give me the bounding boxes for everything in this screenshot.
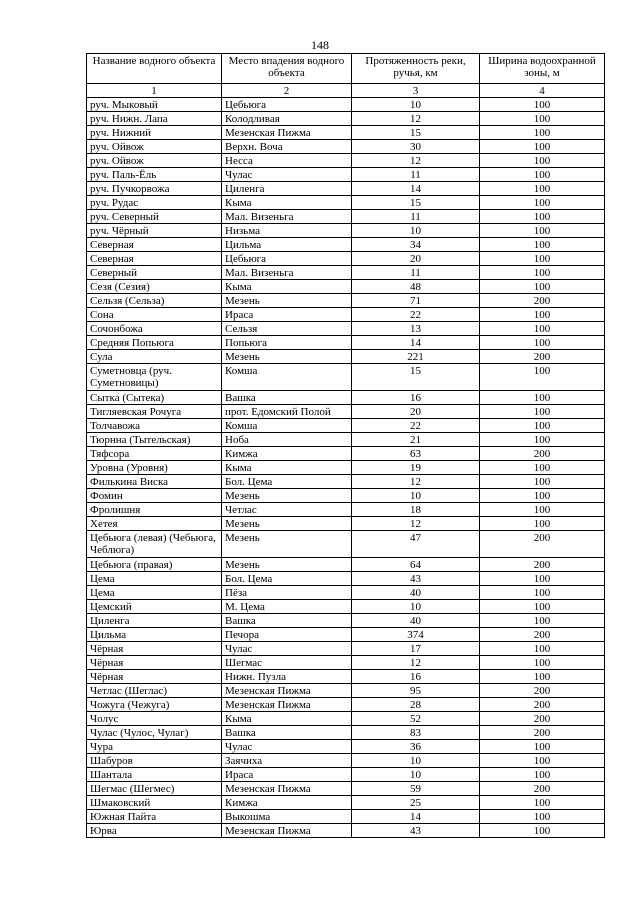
table-row — [87, 140, 605, 154]
cell-mouth-location: Мезень — [222, 350, 352, 364]
cell-water-body-name: Чожуга (Чежуга) — [87, 698, 222, 712]
water-bodies-table — [86, 53, 605, 838]
cell-length-km: 20 — [352, 405, 480, 419]
table-row — [87, 419, 605, 433]
cell-zone-width-m: 200 — [480, 350, 605, 364]
cell-water-body-name: Сезя (Сезия) — [87, 280, 222, 294]
cell-water-body-name: Хетея — [87, 517, 222, 531]
table-row — [87, 628, 605, 642]
cell-length-km: 28 — [352, 698, 480, 712]
cell-zone-width-m: 200 — [480, 726, 605, 740]
cell-mouth-location: Бол. Цема — [222, 475, 352, 489]
cell-water-body-name: Циленга — [87, 614, 222, 628]
table-row — [87, 684, 605, 698]
cell-length-km: 21 — [352, 433, 480, 447]
cell-length-km: 18 — [352, 503, 480, 517]
cell-water-body-name: Чёрная — [87, 670, 222, 684]
cell-zone-width-m: 100 — [480, 810, 605, 824]
cell-water-body-name: руч. Северный — [87, 210, 222, 224]
table-row — [87, 168, 605, 182]
cell-zone-width-m: 200 — [480, 447, 605, 461]
cell-length-km: 36 — [352, 740, 480, 754]
cell-mouth-location: Комша — [222, 419, 352, 433]
table-row — [87, 656, 605, 670]
table-header-row — [87, 54, 605, 84]
cell-water-body-name: Юрва — [87, 824, 222, 838]
cell-mouth-location: Пёза — [222, 586, 352, 600]
cell-zone-width-m: 100 — [480, 503, 605, 517]
cell-zone-width-m: 100 — [480, 154, 605, 168]
cell-length-km: 11 — [352, 210, 480, 224]
cell-zone-width-m: 100 — [480, 391, 605, 405]
cell-mouth-location: Бол. Цема — [222, 572, 352, 586]
cell-water-body-name: Тигляевская Рочуга — [87, 405, 222, 419]
table-body — [87, 98, 605, 838]
cell-length-km: 71 — [352, 294, 480, 308]
cell-length-km: 15 — [352, 126, 480, 140]
table-row — [87, 572, 605, 586]
table-row — [87, 670, 605, 684]
cell-mouth-location: Мал. Визеньга — [222, 266, 352, 280]
cell-length-km: 10 — [352, 600, 480, 614]
cell-water-body-name: руч. Мыковый — [87, 98, 222, 112]
cell-zone-width-m: 100 — [480, 252, 605, 266]
cell-water-body-name: Северный — [87, 266, 222, 280]
cell-mouth-location: Комша — [222, 364, 352, 391]
cell-mouth-location: Мал. Визеньга — [222, 210, 352, 224]
table-row — [87, 154, 605, 168]
cell-water-body-name: руч. Нижний — [87, 126, 222, 140]
cell-water-body-name: Сельзя (Сельза) — [87, 294, 222, 308]
cell-water-body-name: Северная — [87, 238, 222, 252]
cell-zone-width-m: 200 — [480, 684, 605, 698]
table-row — [87, 698, 605, 712]
table-row — [87, 740, 605, 754]
cell-zone-width-m: 100 — [480, 210, 605, 224]
cell-zone-width-m: 100 — [480, 600, 605, 614]
cell-mouth-location: Четлас — [222, 503, 352, 517]
table-row — [87, 558, 605, 572]
cell-water-body-name: Цема — [87, 586, 222, 600]
cell-water-body-name: руч. Пучкорвожа — [87, 182, 222, 196]
cell-length-km: 19 — [352, 461, 480, 475]
cell-water-body-name: Шегмас (Шегмес) — [87, 782, 222, 796]
cell-water-body-name: Северная — [87, 252, 222, 266]
cell-length-km: 13 — [352, 322, 480, 336]
cell-water-body-name: Фомин — [87, 489, 222, 503]
cell-zone-width-m: 100 — [480, 238, 605, 252]
cell-zone-width-m: 100 — [480, 224, 605, 238]
table-row — [87, 224, 605, 238]
cell-water-body-name: руч. Ойвож — [87, 140, 222, 154]
cell-mouth-location: Цебьюга — [222, 98, 352, 112]
header-name: Название водного объекта — [87, 54, 222, 84]
cell-mouth-location: Цебьюга — [222, 252, 352, 266]
cell-zone-width-m: 100 — [480, 670, 605, 684]
cell-zone-width-m: 100 — [480, 517, 605, 531]
cell-mouth-location: Низьма — [222, 224, 352, 238]
table-row — [87, 391, 605, 405]
table-row — [87, 503, 605, 517]
table-row — [87, 210, 605, 224]
cell-length-km: 14 — [352, 182, 480, 196]
cell-mouth-location: Заячиха — [222, 754, 352, 768]
table-row — [87, 308, 605, 322]
cell-mouth-location: Мезень — [222, 294, 352, 308]
cell-mouth-location: Кыма — [222, 712, 352, 726]
cell-water-body-name: Чолус — [87, 712, 222, 726]
cell-zone-width-m: 100 — [480, 280, 605, 294]
cell-zone-width-m: 100 — [480, 266, 605, 280]
cell-mouth-location: Мезенская Пижма — [222, 698, 352, 712]
cell-mouth-location: Вашка — [222, 614, 352, 628]
cell-mouth-location: Печора — [222, 628, 352, 642]
cell-length-km: 63 — [352, 447, 480, 461]
table-row — [87, 252, 605, 266]
table-row — [87, 712, 605, 726]
cell-zone-width-m: 100 — [480, 140, 605, 154]
header-zone-width: Ширина водоохранной зоны, м — [480, 54, 605, 84]
cell-zone-width-m: 100 — [480, 754, 605, 768]
cell-zone-width-m: 100 — [480, 168, 605, 182]
cell-length-km: 12 — [352, 517, 480, 531]
cell-zone-width-m: 100 — [480, 126, 605, 140]
cell-zone-width-m: 100 — [480, 336, 605, 350]
table-row — [87, 238, 605, 252]
cell-zone-width-m: 100 — [480, 433, 605, 447]
cell-length-km: 15 — [352, 364, 480, 391]
cell-water-body-name: Толчавожа — [87, 419, 222, 433]
cell-water-body-name: Чулас (Чулос, Чулаг) — [87, 726, 222, 740]
cell-length-km: 221 — [352, 350, 480, 364]
table-row — [87, 796, 605, 810]
cell-length-km: 12 — [352, 475, 480, 489]
cell-mouth-location: Мезень — [222, 531, 352, 558]
table-row — [87, 768, 605, 782]
cell-length-km: 12 — [352, 112, 480, 126]
cell-length-km: 48 — [352, 280, 480, 294]
table-row — [87, 294, 605, 308]
cell-zone-width-m: 100 — [480, 740, 605, 754]
cell-mouth-location: Циленга — [222, 182, 352, 196]
cell-length-km: 16 — [352, 670, 480, 684]
cell-length-km: 52 — [352, 712, 480, 726]
cell-length-km: 47 — [352, 531, 480, 558]
table-row — [87, 350, 605, 364]
cell-zone-width-m: 200 — [480, 782, 605, 796]
column-number: 3 — [352, 84, 480, 98]
cell-water-body-name: Средняя Попьюга — [87, 336, 222, 350]
table-row — [87, 112, 605, 126]
cell-length-km: 40 — [352, 586, 480, 600]
cell-water-body-name: Шмаковский — [87, 796, 222, 810]
cell-length-km: 25 — [352, 796, 480, 810]
table-row — [87, 364, 605, 391]
table-row — [87, 600, 605, 614]
cell-water-body-name: Фролишня — [87, 503, 222, 517]
cell-length-km: 64 — [352, 558, 480, 572]
table-row — [87, 531, 605, 558]
table-row — [87, 782, 605, 796]
cell-water-body-name: Филькина Виска — [87, 475, 222, 489]
cell-mouth-location: Мезень — [222, 517, 352, 531]
column-number: 1 — [87, 84, 222, 98]
cell-zone-width-m: 200 — [480, 698, 605, 712]
cell-zone-width-m: 100 — [480, 489, 605, 503]
cell-mouth-location: Кимжа — [222, 447, 352, 461]
cell-length-km: 10 — [352, 224, 480, 238]
table-row — [87, 642, 605, 656]
cell-zone-width-m: 100 — [480, 308, 605, 322]
table-row — [87, 461, 605, 475]
table-row — [87, 126, 605, 140]
cell-mouth-location: прот. Едомский Полой — [222, 405, 352, 419]
cell-zone-width-m: 200 — [480, 558, 605, 572]
page-number: 148 — [311, 38, 329, 52]
cell-length-km: 43 — [352, 824, 480, 838]
cell-length-km: 83 — [352, 726, 480, 740]
cell-zone-width-m: 100 — [480, 405, 605, 419]
cell-mouth-location: Шегмас — [222, 656, 352, 670]
cell-water-body-name: Южная Пайта — [87, 810, 222, 824]
cell-length-km: 22 — [352, 308, 480, 322]
cell-mouth-location: Кыма — [222, 280, 352, 294]
cell-zone-width-m: 100 — [480, 796, 605, 810]
cell-mouth-location: Ноба — [222, 433, 352, 447]
cell-length-km: 22 — [352, 419, 480, 433]
cell-mouth-location: Сельзя — [222, 322, 352, 336]
cell-mouth-location: Мезенская Пижма — [222, 824, 352, 838]
cell-water-body-name: Четлас (Шеглас) — [87, 684, 222, 698]
cell-zone-width-m: 100 — [480, 614, 605, 628]
cell-length-km: 14 — [352, 336, 480, 350]
cell-length-km: 43 — [352, 572, 480, 586]
table-row — [87, 810, 605, 824]
table-row — [87, 824, 605, 838]
table-row — [87, 517, 605, 531]
cell-mouth-location: Чулас — [222, 168, 352, 182]
cell-length-km: 12 — [352, 154, 480, 168]
cell-mouth-location: Мезенская Пижма — [222, 782, 352, 796]
cell-length-km: 17 — [352, 642, 480, 656]
cell-length-km: 20 — [352, 252, 480, 266]
cell-zone-width-m: 100 — [480, 656, 605, 670]
cell-zone-width-m: 100 — [480, 768, 605, 782]
cell-mouth-location: М. Цема — [222, 600, 352, 614]
cell-mouth-location: Попьюга — [222, 336, 352, 350]
cell-mouth-location: Колодливая — [222, 112, 352, 126]
cell-length-km: 374 — [352, 628, 480, 642]
cell-zone-width-m: 100 — [480, 642, 605, 656]
cell-zone-width-m: 100 — [480, 824, 605, 838]
table-row — [87, 489, 605, 503]
table-row — [87, 614, 605, 628]
cell-water-body-name: Шантала — [87, 768, 222, 782]
cell-water-body-name: Уровна (Уровня) — [87, 461, 222, 475]
cell-mouth-location: Вашка — [222, 726, 352, 740]
cell-zone-width-m: 200 — [480, 628, 605, 642]
cell-zone-width-m: 100 — [480, 572, 605, 586]
cell-water-body-name: Сочонбожа — [87, 322, 222, 336]
cell-mouth-location: Мезенская Пижма — [222, 684, 352, 698]
table-row — [87, 405, 605, 419]
cell-length-km: 10 — [352, 489, 480, 503]
cell-water-body-name: руч. Паль-Ёль — [87, 168, 222, 182]
cell-water-body-name: руч. Нижн. Лапа — [87, 112, 222, 126]
cell-zone-width-m: 100 — [480, 475, 605, 489]
cell-water-body-name: Чёрная — [87, 656, 222, 670]
table-row — [87, 322, 605, 336]
cell-mouth-location: Мезенская Пижма — [222, 126, 352, 140]
table-row — [87, 336, 605, 350]
cell-mouth-location: Несса — [222, 154, 352, 168]
cell-mouth-location: Нижн. Пузла — [222, 670, 352, 684]
cell-mouth-location: Кимжа — [222, 796, 352, 810]
cell-length-km: 10 — [352, 754, 480, 768]
cell-water-body-name: руч. Чёрный — [87, 224, 222, 238]
column-number: 2 — [222, 84, 352, 98]
cell-water-body-name: Цебьюга (правая) — [87, 558, 222, 572]
cell-length-km: 34 — [352, 238, 480, 252]
cell-water-body-name: Цебьюга (левая) (Чебьюга, Чеблюга) — [87, 531, 222, 558]
table-row — [87, 447, 605, 461]
cell-water-body-name: руч. Ойвож — [87, 154, 222, 168]
cell-length-km: 10 — [352, 768, 480, 782]
cell-zone-width-m: 100 — [480, 364, 605, 391]
cell-mouth-location: Вашка — [222, 391, 352, 405]
cell-length-km: 40 — [352, 614, 480, 628]
cell-length-km: 59 — [352, 782, 480, 796]
header-length: Протяженность реки, ручья, км — [352, 54, 480, 84]
cell-water-body-name: Суметновца (руч. Суметновицы) — [87, 364, 222, 391]
cell-water-body-name: Тяфсора — [87, 447, 222, 461]
cell-water-body-name: Чёрная — [87, 642, 222, 656]
cell-zone-width-m: 100 — [480, 461, 605, 475]
table-row — [87, 280, 605, 294]
cell-mouth-location: Мезень — [222, 558, 352, 572]
cell-length-km: 11 — [352, 168, 480, 182]
cell-water-body-name: Цема — [87, 572, 222, 586]
cell-zone-width-m: 200 — [480, 531, 605, 558]
cell-mouth-location: Мезень — [222, 489, 352, 503]
cell-water-body-name: Цильма — [87, 628, 222, 642]
column-number: 4 — [480, 84, 605, 98]
cell-mouth-location: Верхн. Воча — [222, 140, 352, 154]
header-mouth: Место впадения водного объекта — [222, 54, 352, 84]
cell-zone-width-m: 100 — [480, 322, 605, 336]
cell-mouth-location: Кыма — [222, 196, 352, 210]
cell-zone-width-m: 100 — [480, 112, 605, 126]
table-row — [87, 196, 605, 210]
cell-mouth-location: Ираса — [222, 768, 352, 782]
table-row — [87, 98, 605, 112]
cell-length-km: 30 — [352, 140, 480, 154]
cell-mouth-location: Цильма — [222, 238, 352, 252]
cell-zone-width-m: 100 — [480, 586, 605, 600]
cell-mouth-location: Кыма — [222, 461, 352, 475]
table-row — [87, 266, 605, 280]
table-row — [87, 182, 605, 196]
cell-mouth-location: Чулас — [222, 740, 352, 754]
cell-zone-width-m: 100 — [480, 196, 605, 210]
cell-length-km: 16 — [352, 391, 480, 405]
cell-zone-width-m: 100 — [480, 98, 605, 112]
cell-length-km: 12 — [352, 656, 480, 670]
table-row — [87, 754, 605, 768]
cell-water-body-name: Сытка (Сытека) — [87, 391, 222, 405]
cell-water-body-name: руч. Рудас — [87, 196, 222, 210]
cell-water-body-name: Сона — [87, 308, 222, 322]
cell-mouth-location: Чулас — [222, 642, 352, 656]
cell-zone-width-m: 100 — [480, 419, 605, 433]
cell-zone-width-m: 200 — [480, 294, 605, 308]
cell-zone-width-m: 100 — [480, 182, 605, 196]
cell-water-body-name: Тюрнна (Тытельская) — [87, 433, 222, 447]
cell-water-body-name: Чура — [87, 740, 222, 754]
cell-length-km: 11 — [352, 266, 480, 280]
table-row — [87, 726, 605, 740]
cell-length-km: 14 — [352, 810, 480, 824]
cell-mouth-location: Ираса — [222, 308, 352, 322]
table-row — [87, 586, 605, 600]
cell-length-km: 10 — [352, 98, 480, 112]
column-number-row — [87, 84, 605, 98]
cell-water-body-name: Шабуров — [87, 754, 222, 768]
cell-mouth-location: Выкошма — [222, 810, 352, 824]
cell-zone-width-m: 200 — [480, 712, 605, 726]
cell-length-km: 95 — [352, 684, 480, 698]
cell-water-body-name: Цемский — [87, 600, 222, 614]
cell-length-km: 15 — [352, 196, 480, 210]
cell-water-body-name: Сула — [87, 350, 222, 364]
table-row — [87, 433, 605, 447]
table-row — [87, 475, 605, 489]
